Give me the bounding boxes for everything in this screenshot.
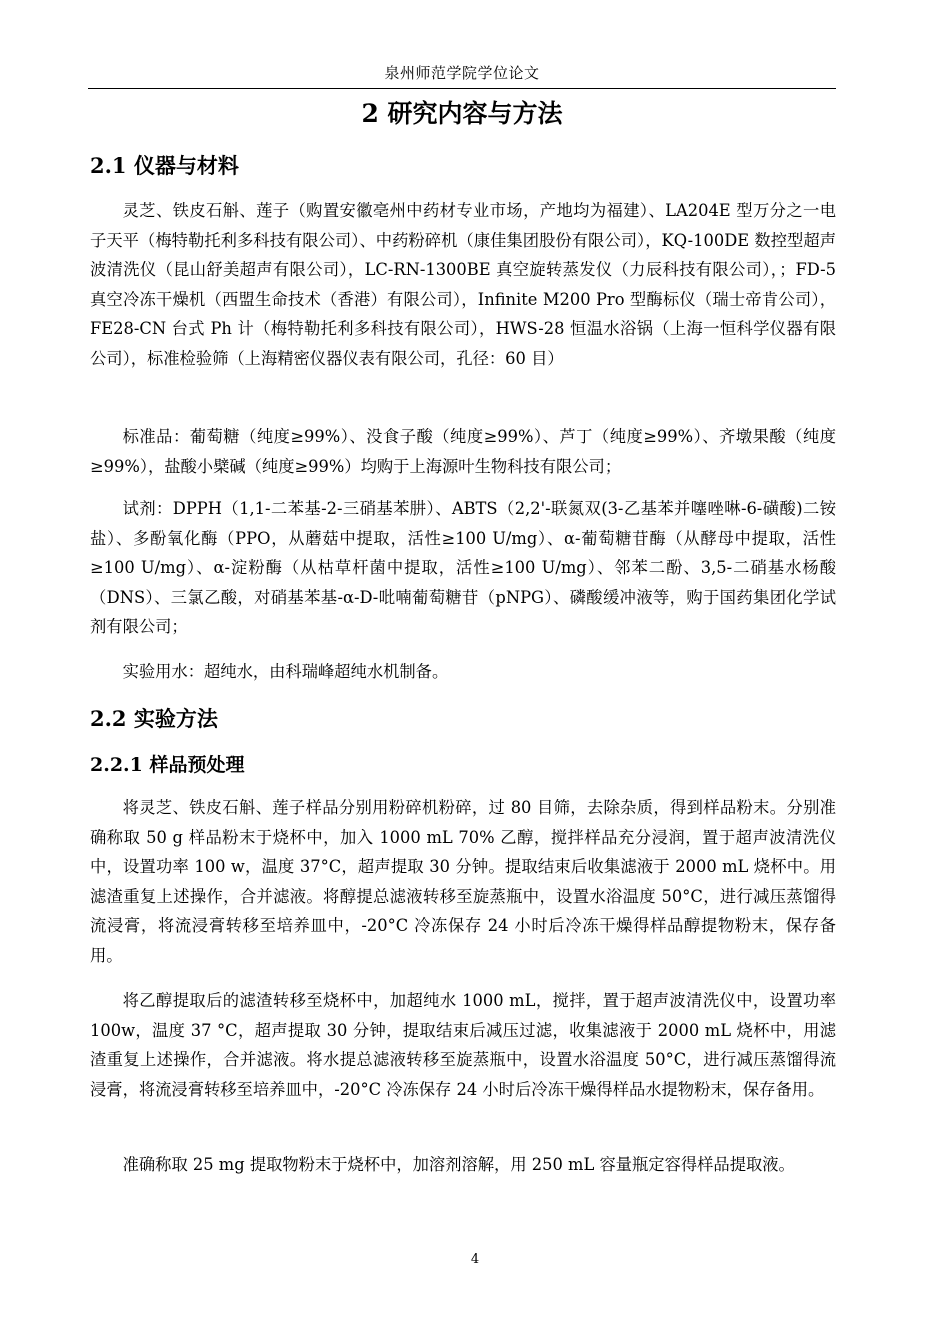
- subsection-heading-2-2-1: 2.2.1 样品预处理: [90, 754, 245, 776]
- page-number: 4: [470, 1252, 480, 1267]
- header-rule: [88, 88, 836, 89]
- section-heading-2-1: 2.1 仪器与材料: [90, 153, 239, 178]
- paragraph-water-extraction: 将乙醇提取后的滤渣转移至烧杯中，加超纯水 1000 mL，搅拌，置于超声波清洗仪中，设置功率 100w，温度 37 °C，超声提取 30 分钟，提取结束后减压过滤，收集滤液于 2000 mL 烧杯中，用滤渣重复上述操作，合并滤液。将水提总滤液转移至旋蒸瓶中，设置水浴温度 50°C，进行减压蒸馏得流浸膏，将流浸膏转移至培养皿中，-20°C 冷冻保存 24 小时后冷冻干燥得样品水提物粉末，保存备用。: [90, 991, 836, 1099]
- paragraph-reagents: 试剂：DPPH（1,1-二苯基-2-三硝基苯肼）、ABTS（2,2'-联氮双(3-乙基苯并噻唑啉-6-磺酸)二铵盐）、多酚氧化酶（PPO，从蘑菇中提取，活性≥100 U/mg）、α-葡萄糖苷酶（从酵母中提取，活性≥100 U/mg）、α-淀粉酶（从枯草杆菌中提取，活性≥100 U/mg）、邻苯二酚、3,5-二硝基水杨酸（DNS）、三氯乙酸，对硝基苯基-α-D-吡喃葡萄糖苷（pNPG）、磷酸缓冲液等，购于国药集团化学试剂有限公司；: [90, 499, 836, 637]
- running-header: 泉州师范学院学位论文: [384, 64, 540, 82]
- chapter-title: 2 研究内容与方法: [361, 99, 563, 128]
- paragraph-standards: 标准品：葡萄糖（纯度≥99%）、没食子酸（纯度≥99%）、芦丁（纯度≥99%）、齐墩果酸（纯度≥99%），盐酸小檗碱（纯度≥99%）均购于上海源叶生物科技有限公司；: [90, 427, 836, 476]
- section-heading-2-2: 2.2 实验方法: [90, 706, 218, 731]
- paragraph-ethanol-extraction: 将灵芝、铁皮石斛、莲子样品分别用粉碎机粉碎，过 80 目筛，去除杂质，得到样品粉末。分别准确称取 50 g 样品粉末于烧杯中，加入 1000 mL 70% 乙醇，搅拌样品充分浸润，置于超声波清洗仪中，设置功率 100 w，温度 37°C，超声提取 30 分钟。提取结束后收集滤液于 2000 mL 烧杯中。用滤渣重复上述操作，合并滤液。将醇提总滤液转移至旋蒸瓶中，设置水浴温度 50°C，进行减压蒸馏得流浸膏，将流浸膏转移至培养皿中，-20°C 冷冻保存 24 小时后冷冻干燥得样品醇提物粉末，保存备用。: [90, 798, 836, 965]
- paragraph-instruments: 灵芝、铁皮石斛、莲子（购置安徽亳州中药材专业市场，产地均为福建）、LA204E 型万分之一电子天平（梅特勒托利多科技有限公司）、中药粉碎机（康佳集团股份有限公司），KQ-100DE 数控型超声波清洗仪（昆山舒美超声有限公司），LC-RN-1300BE 真空旋转蒸发仪（力辰科技有限公司），；FD-5 真空冷冻干燥机（西盟生命技术（香港）有限公司），Infinite M200 Pro 型酶标仪（瑞士帝肯公司），FE28-CN 台式 Ph 计（梅特勒托利多科技有限公司），HWS-28 恒温水浴锅（上海一恒科学仪器有限公司），标准检验筛（上海精密仪器仪表有限公司，孔径：60 目）: [90, 201, 836, 368]
- paragraph-sample-solution: 准确称取 25 mg 提取物粉末于烧杯中，加溶剂溶解，用 250 mL 容量瓶定容得样品提取液。: [122, 1155, 795, 1174]
- paragraph-water: 实验用水：超纯水，由科瑞峰超纯水机制备。: [122, 662, 449, 681]
